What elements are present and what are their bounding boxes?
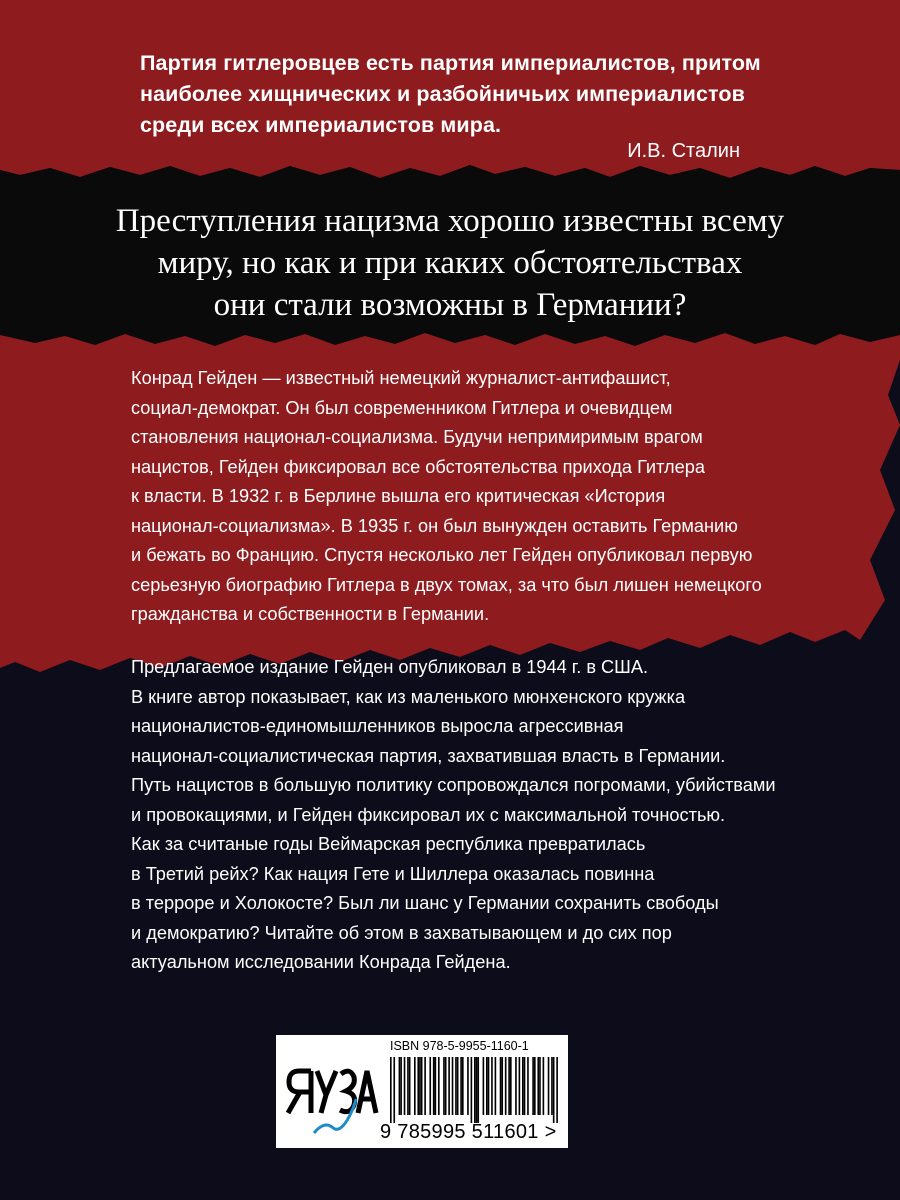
- paragraph-line: серьезную биографию Гитлера в двух томах, за что был лишен немецкого: [131, 574, 762, 595]
- paragraph-line: и бежать во Францию. Спустя несколько лет Гейден опубликовал первую: [131, 545, 753, 565]
- barcode-bar: [452, 1057, 454, 1115]
- barcode-bar: [532, 1057, 534, 1115]
- paragraph-line: Путь нацистов в большую политику сопровождался погромами, убийствами: [131, 775, 776, 795]
- barcode-bar: [505, 1057, 507, 1115]
- barcode-bar: [553, 1057, 555, 1123]
- barcode-bar: [460, 1057, 462, 1115]
- headline: [100, 200, 800, 326]
- paragraph-line: и демократию? Читайте об этом в захватывающем и до сих пор: [131, 922, 672, 943]
- barcode-bar: [543, 1057, 545, 1115]
- barcode-bar: [438, 1057, 440, 1115]
- headline-line: миру, но как и при каких обстоятельствах: [157, 245, 743, 281]
- barcode-bar: [404, 1057, 406, 1115]
- barcode-bar: [407, 1057, 409, 1115]
- barcode-bar: [435, 1057, 437, 1115]
- paragraph-line: Предлагаемое издание Гейден опубликовал в 1944 г. в США.: [131, 657, 649, 677]
- barcode-bar: [455, 1057, 457, 1115]
- barcode-bar: [462, 1057, 464, 1115]
- publisher-logo: [284, 1049, 379, 1135]
- barcode-bar: [433, 1057, 435, 1115]
- barcode-bar: [551, 1057, 553, 1115]
- quote-line: наиболее хищнических и разбойничьих империалистов: [140, 82, 745, 106]
- barcode-bar: [488, 1057, 490, 1115]
- barcode-bar: [519, 1057, 521, 1115]
- barcode-bar: [477, 1057, 479, 1123]
- isbn-box: [276, 1035, 568, 1148]
- book-description-paragraph: [131, 653, 791, 978]
- barcode-bar: [414, 1057, 416, 1115]
- barcode-bar: [417, 1057, 419, 1115]
- quote-line: среди всех империалистов мира.: [140, 113, 502, 137]
- paragraph-line: нацистов, Гейден фиксировал все обстоятельства прихода Гитлера: [131, 456, 705, 477]
- isbn-number: ISBN 978-5-9955-1160-1: [390, 1039, 529, 1053]
- barcode-bar: [409, 1057, 411, 1115]
- barcode-bar: [445, 1057, 447, 1115]
- barcode-bar: [424, 1057, 426, 1115]
- barcode-bar: [510, 1057, 512, 1115]
- paragraph-line: националистов-единомышленников выросла агрессивная: [131, 716, 624, 736]
- barcode-bar: [457, 1057, 459, 1115]
- barcode-bar: [556, 1057, 558, 1123]
- paragraph-line: и провокациями, и Гейден фиксировал их с максимальной точностью.: [131, 804, 726, 825]
- paragraph-line: национал-социалистическая партия, захватившая власть в Германии.: [131, 745, 726, 766]
- paragraph-line: гражданства и собственности в Германии.: [131, 604, 490, 624]
- paragraph-line: в терроре и Холокосте? Был ли шанс у Германии сохранить свободы: [131, 893, 719, 913]
- barcode-bar: [448, 1057, 450, 1115]
- barcode-bar: [471, 1057, 473, 1123]
- barcode: [390, 1057, 558, 1123]
- paragraph-line: национал-социализма». В 1935 г. он был вынужден оставить Германию: [131, 515, 738, 536]
- quote-author: И.В. Сталин: [627, 140, 740, 162]
- barcode-bar: [527, 1057, 529, 1115]
- paragraph-line: становления национал-социализма. Будучи непримиримым врагом: [131, 427, 703, 447]
- paragraph-line: актуальном исследовании Конрада Гейдена.: [131, 952, 511, 972]
- paragraph-line: Как за считаные годы Веймарская республика превратилась: [131, 834, 646, 854]
- barcode-bar: [467, 1057, 469, 1115]
- barcode-bar: [476, 1057, 478, 1123]
- barcode-bar: [474, 1057, 476, 1123]
- barcode-bar: [399, 1057, 401, 1115]
- barcode-bar: [495, 1057, 497, 1115]
- barcode-bar: [515, 1057, 517, 1115]
- barcode-bar: [393, 1057, 395, 1123]
- paragraph-line: социал-демократ. Он был современником Гитлера и очевидцем: [131, 397, 673, 418]
- barcode-bar: [483, 1057, 485, 1115]
- paragraph-line: к власти. В 1932 г. в Берлине вышла его критическая «История: [131, 486, 666, 506]
- barcode-bar: [491, 1057, 493, 1115]
- paragraph-line: в Третий рейх? Как нация Гете и Шиллера оказалась повинна: [131, 863, 655, 884]
- barcode-bar: [522, 1057, 524, 1115]
- barcode-bar: [501, 1057, 503, 1115]
- paragraph-line: Конрад Гейден — известный немецкий журналист-антифашист,: [131, 368, 671, 388]
- headline-line: Преступления нацизма хорошо известны всему: [115, 203, 785, 239]
- barcode-bar: [421, 1057, 423, 1115]
- barcode-bar: [443, 1057, 445, 1115]
- headline-line: они стали возможны в Германии?: [213, 287, 687, 323]
- barcode-bar: [524, 1057, 526, 1115]
- barcode-bar: [390, 1057, 392, 1123]
- barcode-bar: [548, 1057, 550, 1115]
- barcode-bar: [500, 1057, 502, 1115]
- quote-line: Партия гитлеровцев есть партия империалистов, притом: [140, 51, 761, 75]
- barcode-bar: [508, 1057, 510, 1115]
- barcode-bar: [539, 1057, 541, 1115]
- barcode-bar: [537, 1057, 539, 1115]
- barcode-bar: [429, 1057, 431, 1115]
- barcode-bar: [486, 1057, 488, 1115]
- barcode-bar: [419, 1057, 421, 1115]
- paragraph-line: В книге автор показывает, как из маленького мюнхенского кружка: [131, 686, 686, 707]
- author-bio-paragraph: [131, 364, 791, 630]
- stalin-quote: [140, 48, 780, 141]
- barcode-digits: 9 785995 511601 >: [380, 1121, 557, 1143]
- barcode-bar: [534, 1057, 536, 1115]
- barcode-bar: [400, 1057, 402, 1115]
